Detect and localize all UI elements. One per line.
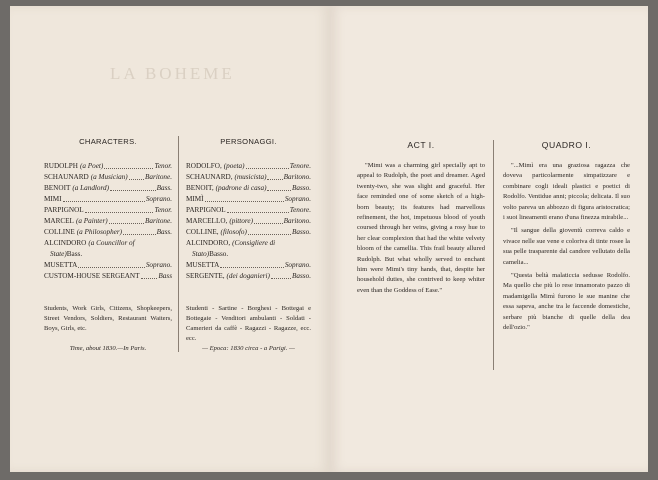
column-divider-right <box>493 140 494 370</box>
role-name: BENOIT <box>44 184 71 192</box>
leader-dots <box>123 227 156 235</box>
role-row <box>44 238 172 260</box>
role-row <box>44 172 172 183</box>
paragraph: "Il sangue della gioventù correva caldo e vivace nelle sue vene e coloriva di tinte rosee la sua pelle trasparente dal candore vellutato della camelia... <box>503 227 630 266</box>
role-row <box>186 216 311 227</box>
leader-dots <box>63 194 145 202</box>
role-description: (a Councillor of <box>88 239 135 247</box>
personaggi-chorus-note: Studenti - Sartine - Borghesi - Bottegai e Bottegaie - Venditori ambulanti - Soldati - Camerieri da caffè - Ragazzi - Ragazze, ecc. ecc. <box>186 305 311 342</box>
role-voice: Bass. <box>156 184 172 192</box>
leader-dots <box>104 161 153 169</box>
role-name: MARCEL <box>44 217 74 225</box>
role-voice: Basso. <box>209 250 229 258</box>
characters-column <box>44 136 172 334</box>
column-divider-left <box>178 136 179 352</box>
role-name: RODOLFO, <box>186 162 222 170</box>
role-name: COLLINE <box>44 228 75 236</box>
role-description: (filosofo) <box>220 228 247 236</box>
role-voice: Baritono. <box>283 173 311 181</box>
leader-dots <box>248 227 291 235</box>
role-row <box>44 260 172 271</box>
role-name: PARPIGNOL <box>44 206 84 214</box>
role-description: (a Landlord) <box>72 184 110 192</box>
role-voice: Tenore. <box>289 162 311 170</box>
act-heading: ACT I. <box>407 140 435 150</box>
leader-dots <box>109 216 144 224</box>
role-voice: Tenor. <box>154 162 172 170</box>
personaggi-heading: PERSONAGGI. <box>220 137 277 146</box>
act-text <box>357 161 485 296</box>
role-description: (a Philosopher) <box>76 228 123 236</box>
personaggi-column <box>186 136 311 344</box>
characters-time: Time, about 1830.—In Paris. <box>69 345 147 352</box>
leader-dots <box>267 183 291 191</box>
characters-list <box>44 161 172 282</box>
role-name: MUSETTA <box>186 261 220 269</box>
role-row <box>186 205 311 216</box>
paragraph: "Questa beltà malaticcia sedusse Rodolfo. Ma quello che più lo rese innamorato pazzo di madamigella Mimì furono le sue manine che essa sapeva, anche tra le faccende domestiche, serbare più bianche di quelle della dea dell'ozio." <box>503 272 630 332</box>
role-name: MUSETTA <box>44 261 78 269</box>
role-voice: Baritone. <box>145 217 172 225</box>
role-description: (Consigliere di <box>232 239 276 247</box>
role-voice: Basso. <box>292 228 311 236</box>
role-row <box>186 260 311 271</box>
role-row <box>44 161 172 172</box>
role-description: (a Musician) <box>90 173 128 181</box>
role-row <box>186 271 311 282</box>
role-description: (dei doganieri) <box>226 272 270 280</box>
leader-dots <box>271 271 291 279</box>
role-name: SCHAUNARD <box>44 173 89 181</box>
role-voice: Tenore. <box>289 206 311 214</box>
role-description: (a Poet) <box>79 162 104 170</box>
role-voice: Soprano. <box>284 195 311 203</box>
role-voice: Soprano. <box>145 261 172 269</box>
role-name: SERGENTE, <box>186 272 225 280</box>
paragraph: "Mimi was a charming girl specially apt to appeal to Rudolph, the poet and dreamer. Aged twenty-two, she was slight and graceful. Her face reminded one of some sketch of a high-born beauty; its features had marvellous refinement, the hot, impetuous blood of youth coursed through her veins, giving a rosy hue to her clear complexion that had the white velvety bloom of the camellia. This frail beauty allured Rudolph. But what wholly served to enchant him were Mimi's tiny hands, that, despite her household duties, she contrived to keep whiter even than the Goddess of Ease." <box>357 162 485 294</box>
role-description: (musicista) <box>234 173 267 181</box>
role-description: (padrone di casa) <box>215 184 267 192</box>
quadro-text <box>503 161 630 334</box>
role-description-cont: Stato) <box>192 250 210 258</box>
act-column <box>357 140 485 296</box>
role-description-cont: State) <box>50 250 67 258</box>
characters-heading: CHARACTERS. <box>79 137 137 146</box>
role-name: ALCINDORO, <box>186 239 231 247</box>
role-name: MIMI <box>44 195 62 203</box>
quadro-column <box>503 140 630 334</box>
role-row <box>186 194 311 205</box>
role-voice: Bass. <box>156 228 172 236</box>
role-name: SCHAUNARD, <box>186 173 233 181</box>
leader-dots <box>85 205 154 213</box>
role-row <box>44 194 172 205</box>
role-row <box>186 238 311 260</box>
role-description: (poeta) <box>223 162 245 170</box>
role-voice: Soprano. <box>145 195 172 203</box>
role-name: MARCELLO, <box>186 217 228 225</box>
role-name: PARPIGNOL <box>186 206 226 214</box>
leader-dots <box>141 271 158 279</box>
personaggi-list <box>186 161 311 282</box>
personaggi-time: — Epoca: 1830 circa - a Parigi. — <box>202 345 295 352</box>
role-row <box>44 183 172 194</box>
leader-dots <box>246 161 289 169</box>
paragraph: "...Mimì era una graziosa ragazza che doveva particolarmente simpatizzare e combinare cogli ideali plastici e poetici di Rodolfo. Ventidue anni; piccola; delicata. Il suo volto pareva un abbozzo di figura aristocratica; i suoi lineamenti erano d'una finezza mirabile... <box>503 162 630 222</box>
role-row <box>44 216 172 227</box>
role-name: BENOIT, <box>186 184 214 192</box>
role-row <box>186 161 311 172</box>
role-name: ALCINDORO <box>44 239 87 247</box>
role-voice: Basso. <box>292 184 311 192</box>
leader-dots <box>110 183 156 191</box>
role-voice: Soprano. <box>284 261 311 269</box>
role-row <box>186 172 311 183</box>
leader-dots <box>220 260 283 268</box>
role-voice: Bass. <box>66 250 83 258</box>
leader-dots <box>267 172 282 180</box>
role-description: (a Painter) <box>75 217 108 225</box>
role-row <box>186 227 311 238</box>
role-name: MIMÌ <box>186 195 204 203</box>
bleed-through-title: LA BOHEME <box>110 64 235 83</box>
role-voice: Baritono. <box>283 217 311 225</box>
role-description: (pittore) <box>229 217 254 225</box>
leader-dots <box>254 216 283 224</box>
role-voice: Bass <box>158 272 172 280</box>
role-name: COLLINE, <box>186 228 219 236</box>
quadro-heading: QUADRO I. <box>541 140 592 150</box>
role-name: CUSTOM-HOUSE SERGEANT <box>44 272 140 280</box>
role-row <box>186 183 311 194</box>
leader-dots <box>205 194 284 202</box>
role-row <box>44 227 172 238</box>
leader-dots <box>129 172 144 180</box>
role-voice: Tenor. <box>154 206 172 214</box>
role-voice: Basso. <box>292 272 311 280</box>
role-voice: Baritone. <box>145 173 172 181</box>
leader-dots <box>227 205 289 213</box>
role-row <box>44 271 172 282</box>
role-row <box>44 205 172 216</box>
characters-chorus-note: Students, Work Girls, Citizens, Shopkeepers, Street Vendors, Soldiers, Restaurant Waiters, Boys, Girls, etc. <box>44 305 172 332</box>
role-name: RUDOLPH <box>44 162 78 170</box>
leader-dots <box>78 260 144 268</box>
